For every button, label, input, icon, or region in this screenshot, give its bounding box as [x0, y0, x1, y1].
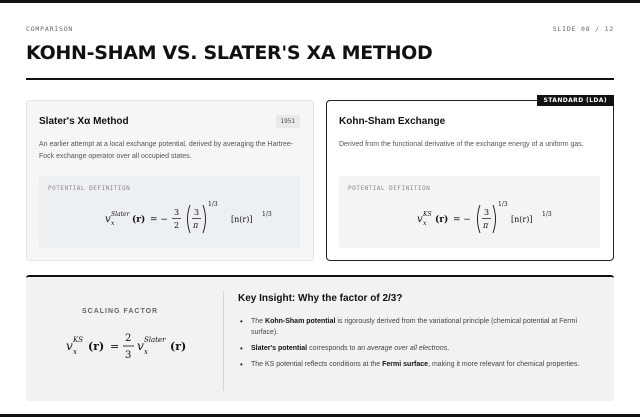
- frac-denominator: π: [193, 221, 199, 230]
- slater-formula: [39, 194, 300, 246]
- lhs-sub: x: [73, 348, 77, 356]
- slide-number: SLIDE 08 / 12: [552, 25, 614, 33]
- rhs-symbol: v: [137, 339, 144, 353]
- top-rule: [0, 0, 640, 3]
- kohn-sham-card: [326, 97, 614, 261]
- scaling-factor-label: SCALING FACTOR: [82, 308, 159, 315]
- frac-denominator: π: [483, 221, 489, 230]
- slater-definition-box: [39, 176, 300, 248]
- slater-definition-label: POTENTIAL DEFINITION: [48, 185, 131, 192]
- rhs-sub: x: [144, 348, 148, 356]
- right-paren: [203, 205, 206, 233]
- list-item: [238, 343, 604, 354]
- section-kicker: COMPARISON: [26, 25, 74, 33]
- formula-arg: (r): [435, 215, 449, 225]
- formula-sup: Slater: [111, 211, 130, 218]
- insight-divider: [223, 291, 224, 391]
- insight-title: Key Insight: Why the factor of 2/3?: [238, 293, 403, 304]
- ks-formula: [339, 194, 600, 246]
- formula-symbol: v: [417, 214, 423, 225]
- lhs-sup: KS: [73, 336, 84, 344]
- formula-sup: KS: [423, 211, 432, 218]
- ks-definition-label: POTENTIAL DEFINITION: [348, 185, 431, 192]
- formula-sub: x: [111, 220, 115, 227]
- formula-exponent: 1/3: [498, 201, 508, 208]
- insight-bullets: [238, 316, 604, 375]
- left-paren: [188, 205, 191, 233]
- ks-description: Derived from the functional derivative of the exchange energy of a uniform gas.: [339, 141, 584, 148]
- rhs-sup: Slater: [144, 336, 166, 344]
- bullet-text: is rigorously derived from the variational principle (chemical potential at Fermi surface).: [251, 318, 578, 336]
- scaling-numerator: 2: [125, 333, 132, 344]
- bullet-emphasis: Kohn-Sham potential: [265, 318, 336, 325]
- formula-equals: = −: [150, 215, 168, 225]
- coef-numerator: 3: [174, 208, 180, 217]
- slater-card-title: Slater's Xα Method: [39, 116, 129, 127]
- bullet-text: .: [447, 345, 450, 352]
- bullet-text: The KS potential reflects conditions at the: [251, 361, 383, 368]
- scaling-equals: =: [110, 340, 120, 353]
- frac-numerator: 3: [194, 208, 200, 217]
- lhs-arg: (r): [88, 340, 105, 353]
- coef-denominator: 2: [174, 221, 180, 230]
- density-exponent: 1/3: [542, 211, 552, 218]
- scaling-denominator: 3: [125, 350, 132, 361]
- bullet-text: corresponds to an: [307, 345, 368, 352]
- bullet-text: The: [251, 318, 266, 325]
- formula-equals: = −: [453, 215, 471, 225]
- bullet-emphasis: Fermi surface: [382, 361, 429, 368]
- slater-description: An earlier attempt at a local exchange potential, derived by averaging the Hartree-Fock exchange operator over all occupied states.: [39, 141, 294, 160]
- page-title: KOHN-SHAM VS. SLATER'S XA METHOD: [26, 42, 433, 64]
- formula-exponent: 1/3: [208, 201, 218, 208]
- formula-density: [n(r)]: [231, 215, 253, 224]
- list-item: [238, 359, 604, 370]
- bullet-emphasis: Slater's potential: [251, 345, 308, 352]
- slater-card: [26, 100, 314, 261]
- standard-badge: STANDARD (LDA): [537, 95, 614, 106]
- right-paren: [493, 205, 496, 233]
- formula-density: [n(r)]: [511, 215, 533, 224]
- lhs-symbol: v: [66, 339, 73, 353]
- bullet-italic: average over all electrons: [367, 345, 448, 352]
- list-item: [238, 316, 604, 338]
- density-exponent: 1/3: [262, 211, 272, 218]
- formula-sub: x: [423, 220, 427, 227]
- title-divider: [26, 78, 614, 80]
- ks-definition-box: [339, 176, 600, 248]
- ks-card-title: Kohn-Sham Exchange: [339, 116, 446, 127]
- rhs-arg: (r): [170, 340, 187, 353]
- insight-panel: [26, 275, 614, 401]
- frac-numerator: 3: [484, 208, 490, 217]
- formula-arg: (r): [132, 215, 146, 225]
- bullet-text: , making it more relevant for chemical properties.: [428, 361, 580, 368]
- left-paren: [478, 205, 481, 233]
- scaling-formula: [54, 325, 224, 365]
- formula-symbol: v: [105, 214, 111, 225]
- year-badge: 1951: [276, 115, 300, 128]
